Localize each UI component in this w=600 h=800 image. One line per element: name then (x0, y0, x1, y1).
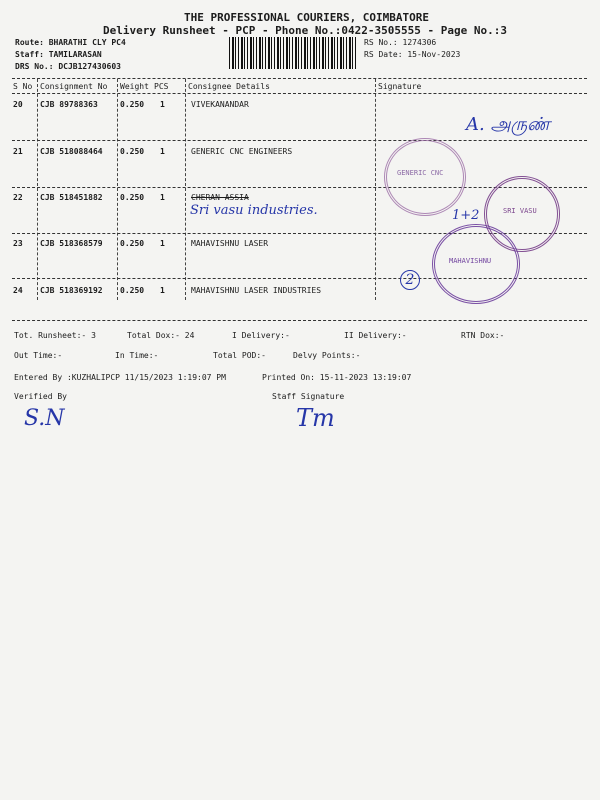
verified-by-label: Verified By (14, 392, 67, 401)
row-weight: 0.250 (120, 286, 145, 295)
row-consignment: CJB 518369192 (40, 286, 103, 295)
divider (12, 93, 587, 94)
total-dox: Total Dox:- 24 (127, 331, 195, 340)
total-runsheet: Tot. Runsheet:- 3 (14, 331, 96, 340)
barcode (229, 37, 357, 69)
row-divider (12, 140, 587, 141)
divider (12, 78, 587, 79)
row-consignee: GENERIC CNC ENGINEERS (191, 147, 293, 156)
column-separator (117, 79, 118, 300)
row-consignment: CJB 89788363 (40, 100, 98, 109)
row-sno: 21 (13, 147, 23, 156)
signature-note-row22: 1+2 (452, 208, 480, 223)
row-consignment: CJB 518088464 (40, 147, 103, 156)
col-consignment: Consignment No (40, 82, 108, 91)
row-pcs: 1 (160, 193, 165, 202)
row-consignee: MAHAVISHNU LASER INDUSTRIES (191, 286, 322, 295)
column-separator (185, 79, 186, 300)
rtn-dox: RTN Dox:- (461, 331, 505, 340)
total-pod: Total POD:- (213, 351, 266, 360)
rs-date: RS Date: 15-Nov-2023 (364, 50, 461, 59)
delivery-points: Delvy Points:- (293, 351, 361, 360)
i-delivery: I Delivery:- (232, 331, 290, 340)
row-weight: 0.250 (120, 147, 145, 156)
row-consignee: MAHAVISHNU LASER (191, 239, 269, 248)
table-bottom-divider (12, 320, 587, 321)
drs-number: DRS No.: DCJB127430603 (15, 62, 121, 71)
row-weight: 0.250 (120, 100, 145, 109)
staff-signature: Tm (296, 404, 335, 432)
col-sno: S No (13, 82, 33, 91)
col-signature: Signature (378, 82, 422, 91)
col-weight: Weight (120, 82, 149, 91)
row-weight: 0.250 (120, 239, 145, 248)
row-consignee: CHERAN ASSIA (191, 193, 249, 202)
printed-on: Printed On: 15-11-2023 13:19:07 (262, 373, 412, 382)
stamp-text: SRI VASU (503, 207, 537, 215)
row-consignee: VIVEKANANDAR (191, 100, 249, 109)
ii-delivery: II Delivery:- (344, 331, 407, 340)
row-consignment: CJB 518451882 (40, 193, 103, 202)
row-pcs: 1 (160, 147, 165, 156)
staff: Staff: TAMILARASAN (15, 50, 102, 59)
row-consignment: CJB 518368579 (40, 239, 103, 248)
route: Route: BHARATHI CLY PC4 (15, 38, 126, 47)
row-sno: 20 (13, 100, 23, 109)
column-separator (375, 79, 376, 300)
company-stamp (432, 224, 520, 304)
row-sno: 23 (13, 239, 23, 248)
row-sno: 22 (13, 193, 23, 202)
company-name: THE PROFESSIONAL COURIERS, COIMBATORE (184, 11, 430, 24)
in-time: In Time:- (115, 351, 159, 360)
stamp-text: MAHAVISHNU (449, 257, 492, 265)
row-pcs: 1 (160, 239, 165, 248)
row-sno: 24 (13, 286, 23, 295)
runsheet-subtitle: Delivery Runsheet - PCP - Phone No.:0422-3505555 - Page No.:3 (103, 24, 507, 37)
col-consignee: Consignee Details (188, 82, 270, 91)
column-separator (37, 79, 38, 300)
row-weight: 0.250 (120, 193, 145, 202)
stamp-text: GENERIC CNC (397, 169, 444, 177)
rs-number: RS No.: 1274306 (364, 38, 437, 47)
handwritten-consignee: Sri vasu industries. (190, 203, 318, 218)
row-pcs: 1 (160, 286, 165, 295)
entered-by: Entered By :KUZHALIPCP 11/15/2023 1:19:07 PM (14, 373, 226, 382)
staff-signature-label: Staff Signature (272, 392, 345, 401)
signature-row20: A. அருண் (466, 114, 551, 135)
company-stamp (384, 138, 466, 216)
out-time: Out Time:- (14, 351, 63, 360)
col-pcs: PCS (154, 82, 169, 91)
signature-note-row24: 2 (400, 270, 420, 290)
verified-by-signature: S.N (24, 406, 65, 431)
row-pcs: 1 (160, 100, 165, 109)
